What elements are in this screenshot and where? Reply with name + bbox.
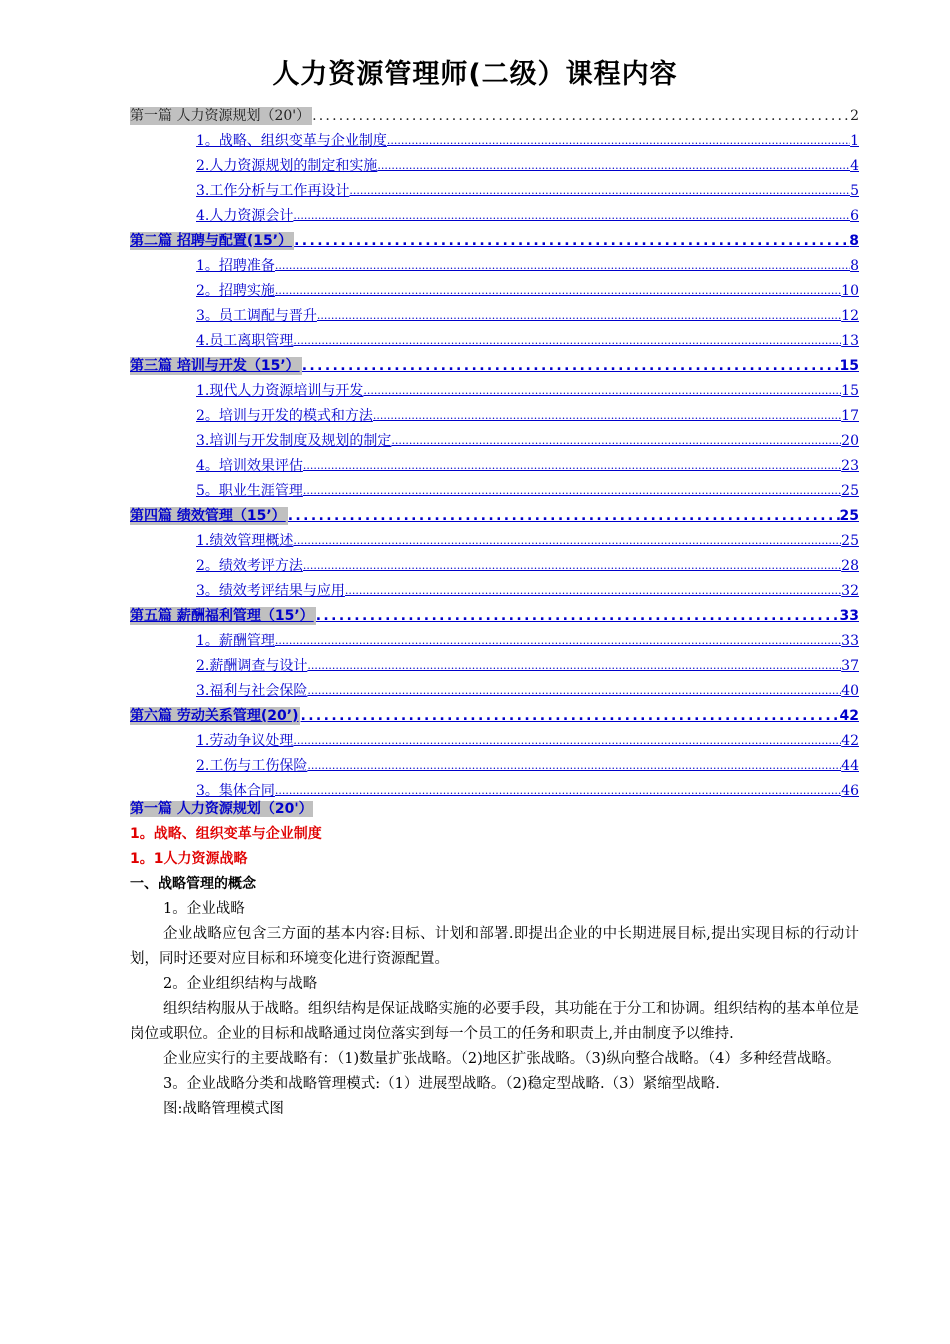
document-body (130, 797, 859, 1122)
toc-entry-label: 2.人力资源规划的制定和实施 (196, 158, 378, 174)
sub-heading: 一、战略管理的概念 (130, 876, 256, 892)
toc-entry[interactable] (196, 450, 859, 475)
toc-entry-label: 1.绩效管理概述 (196, 533, 294, 549)
toc-entry-page: 32 (841, 583, 859, 599)
toc-part-label: 第五篇 薪酬福利管理（15’） (130, 608, 314, 624)
toc-part-page: 42 (839, 708, 859, 724)
toc-entry-page: 25 (841, 483, 859, 499)
toc-entry-label: 4。培训效果评估 (196, 458, 303, 474)
toc-entry[interactable] (196, 750, 859, 775)
toc-entry[interactable] (196, 175, 859, 200)
toc-entry[interactable] (196, 400, 859, 425)
toc-part-page: 25 (839, 508, 859, 524)
toc-entry-label: 1。招聘准备 (196, 258, 275, 274)
toc-entry-page: 13 (841, 333, 859, 349)
toc-entry-page: 4 (850, 158, 859, 174)
toc-entry-label: 1.劳动争议处理 (196, 733, 294, 749)
toc-entry-label: 2.薪酬调查与设计 (196, 658, 308, 674)
toc-entry[interactable] (196, 675, 859, 700)
toc-entry-page: 42 (841, 733, 859, 749)
toc-entry-label: 1.现代人力资源培训与开发 (196, 383, 364, 399)
page-title: 人力资源管理师(二级）课程内容 (272, 59, 678, 90)
toc-entry-label: 3。绩效考评结果与应用 (196, 583, 345, 599)
toc-part[interactable] (130, 350, 859, 375)
toc-entry[interactable] (196, 650, 859, 675)
toc-entry-label: 3。集体合同 (196, 783, 275, 799)
toc-part-page: 8 (849, 233, 859, 249)
toc-part-page: 15 (839, 358, 859, 374)
toc-entry[interactable] (196, 150, 859, 175)
toc-entry-page: 28 (841, 558, 859, 574)
toc-part[interactable] (130, 700, 859, 725)
toc-entry-page: 46 (841, 783, 859, 799)
toc-entry-page: 40 (841, 683, 859, 699)
section-heading: 1。1人力资源战略 (130, 851, 248, 867)
toc-entry-label: 5。职业生涯管理 (196, 483, 303, 499)
toc-entry-page: 23 (841, 458, 859, 474)
toc-entry-label: 3。员工调配与晋升 (196, 308, 317, 324)
toc-entry-page: 5 (850, 183, 859, 199)
toc-part-page: 2 (850, 108, 859, 124)
toc-entry-page: 8 (850, 258, 859, 274)
table-of-contents (130, 100, 859, 800)
toc-part-label: 第二篇 招聘与配置(15’） (130, 233, 293, 249)
toc-entry-label: 2。招聘实施 (196, 283, 275, 299)
toc-part-label: 第一篇 人力资源规划（20'） (130, 108, 311, 124)
item-heading: 1。企业战略 (163, 901, 245, 917)
toc-entry-label: 1。战略、组织变革与企业制度 (196, 133, 387, 149)
toc-entry[interactable] (196, 525, 859, 550)
toc-part-label: 第三篇 培训与开发（15’） (130, 358, 300, 374)
toc-entry-page: 15 (841, 383, 859, 399)
toc-part[interactable] (130, 100, 859, 125)
toc-entry-page: 37 (841, 658, 859, 674)
item-heading: 3。企业战略分类和战略管理模式:（1）进展型战略。（2)稳定型战略.（3）紧缩型战略. (163, 1076, 720, 1092)
toc-entry[interactable] (196, 425, 859, 450)
toc-entry[interactable] (196, 625, 859, 650)
toc-entry-label: 2。绩效考评方法 (196, 558, 303, 574)
toc-entry[interactable] (196, 725, 859, 750)
toc-entry-page: 17 (841, 408, 859, 424)
toc-entry[interactable] (196, 375, 859, 400)
item-heading: 2。企业组织结构与战略 (163, 976, 318, 992)
toc-entry[interactable] (196, 550, 859, 575)
toc-entry-page: 25 (841, 533, 859, 549)
toc-entry-label: 4.人力资源会计 (196, 208, 294, 224)
toc-entry[interactable] (196, 325, 859, 350)
paragraph: 企业应实行的主要战略有：（1)数量扩张战略。（2)地区扩张战略。（3)纵向整合战略。（4）多种经营战略。 (163, 1051, 841, 1067)
toc-entry-label: 1。薪酬管理 (196, 633, 275, 649)
toc-part[interactable] (130, 600, 859, 625)
toc-entry-label: 3.培训与开发制度及规划的制定 (196, 433, 392, 449)
paragraph: 企业战略应包含三方面的基本内容:目标、计划和部署.即提出企业的中长期进展目标,提出实现目标的行动计划，同时还要对应目标和环境变化进行资源配置。 (130, 926, 859, 967)
toc-entry-label: 3.工作分析与工作再设计 (196, 183, 350, 199)
toc-entry[interactable] (196, 200, 859, 225)
part-heading: 第一篇 人力资源规划（20'） (130, 801, 313, 817)
toc-part-label: 第四篇 绩效管理（15’） (130, 508, 286, 524)
toc-entry-page: 12 (841, 308, 859, 324)
figure-caption: 图:战略管理模式图 (163, 1101, 284, 1117)
toc-entry[interactable] (196, 575, 859, 600)
toc-entry[interactable] (196, 275, 859, 300)
toc-entry-page: 44 (841, 758, 859, 774)
toc-entry-label: 3.福利与社会保险 (196, 683, 308, 699)
toc-entry-label: 2。培训与开发的模式和方法 (196, 408, 373, 424)
toc-part[interactable] (130, 500, 859, 525)
paragraph: 组织结构服从于战略。组织结构是保证战略实施的必要手段，其功能在于分工和协调。组织结构的基本单位是岗位或职位。企业的目标和战略通过岗位落实到每一个员工的任务和职责上,并由制度予以维持. (130, 1001, 859, 1042)
toc-entry-label: 4.员工离职管理 (196, 333, 294, 349)
chapter-heading: 1。战略、组织变革与企业制度 (130, 826, 322, 842)
toc-entry-page: 1 (850, 133, 859, 149)
toc-entry[interactable] (196, 125, 859, 150)
toc-entry[interactable] (196, 300, 859, 325)
toc-part-page: 33 (839, 608, 859, 624)
toc-entry-page: 10 (841, 283, 859, 299)
toc-entry-page: 33 (841, 633, 859, 649)
toc-entry-page: 20 (841, 433, 859, 449)
toc-entry[interactable] (196, 250, 859, 275)
toc-entry[interactable] (196, 475, 859, 500)
toc-entry-label: 2.工伤与工伤保险 (196, 758, 308, 774)
toc-part-label: 第六篇 劳动关系管理(20’) (130, 708, 299, 724)
toc-entry-page: 6 (850, 208, 859, 224)
toc-part[interactable] (130, 225, 859, 250)
